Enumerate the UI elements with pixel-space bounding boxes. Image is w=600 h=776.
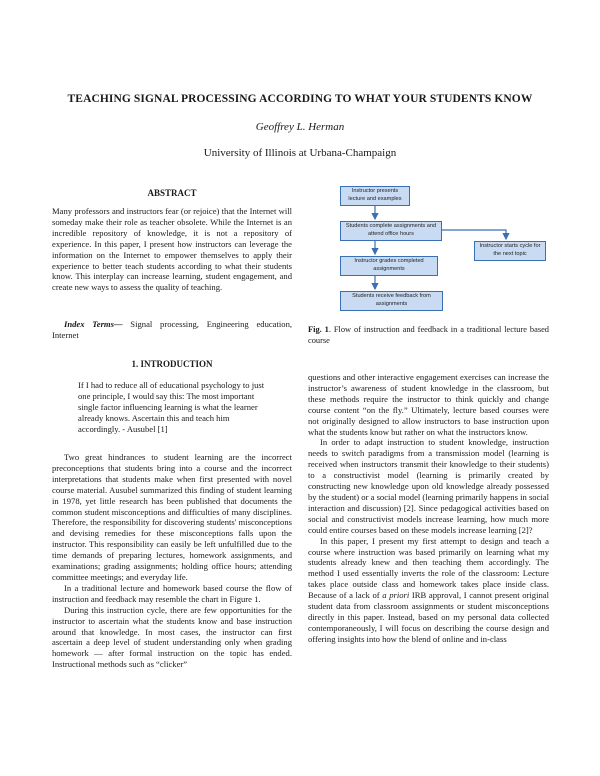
figure-1-flowchart <box>308 184 549 319</box>
caption-label: Fig. 1 <box>308 325 329 334</box>
abstract-text: Many professors and instructors fear (or rejoice) that the Internet will someday make their role as teacher obsolete. While the Internet is an incredible repository of knowledge, it is not a repository of experience. In this paper, I present how instructors can leverage the information on the Internet to empower themselves to apply their experience to better teach students according to what their students know. This interplay can increase learning, student engagement, and create new ways to assess the quality of teaching. <box>52 206 292 293</box>
arrow-4 <box>441 230 506 239</box>
intro-paragraph-1: Two great hindrances to student learning are the incorrect preconceptions that students bring into a course and the incorrect interpretations that students make when first presented with novel course material. Ausubel summarized this finding of student learning in 1978, yet little research has been published that documents the common student misconceptions and difficulties of many disciplines. Therefore, the responsibility for discovering students' misconceptions and devising remedies for these misconceptions falls upon the instructor. This responsibility can easily be left unfulfilled due to the time demands of preparing lectures, homework assignments, and examinations; grading assignments; holding office hours; attending committee meetings; and everyday life. <box>52 452 292 582</box>
intro-paragraph-3: During this instruction cycle, there are few opportunities for the instructor to ascertain what the students know and base instruction around that knowledge. In most cases, the instructor can first ascertain a deep level of student understanding only when grading homework — after formal instruction on the topic has ended. Instructional methods such as “clicker” <box>52 604 292 670</box>
index-terms-label: Index Terms— <box>64 319 123 329</box>
a-priori-italic: a priori <box>382 590 410 601</box>
intro-right-paragraph-1: questions and other interactive engagement exercises can increase the instructor’s awareness of student knowledge in the classroom, but these methods require the instructor to think quickly and change course content “on the fly.” Ultimately, lecture based courses were not originally designed to allow instructors to base instruction upon what the students know but rather on what the instructors know. <box>308 372 549 437</box>
intro-left-column <box>52 452 292 670</box>
affiliation: University of Illinois at Urbana-Champaign <box>203 147 397 159</box>
intro-paragraph-2: In a traditional lecture and homework based course the flow of instruction and feedback may resemble the chart in Figure 1. <box>52 582 292 604</box>
flow-box-2: Students complete assignments and attend office hours <box>340 221 442 241</box>
index-terms-text: Signal processing, Engineering education, Internet <box>52 319 293 340</box>
caption-text: . Flow of instruction and feedback in a traditional lecture based course <box>308 325 549 345</box>
intro-heading: 1. INTRODUCTION <box>131 359 213 369</box>
intro-right-column <box>308 372 549 645</box>
paper-title: TEACHING SIGNAL PROCESSING ACCORDING TO WHAT YOUR STUDENTS KNOW <box>67 93 533 105</box>
intro-right-paragraph-2: In order to adapt instruction to student knowledge, instruction needs to switch paradigms from a transmission model (learning is received when instructors transmit their knowledge to their students) to a constructivist model (learning is primarily created by constructing new knowledge upon old knowledge already possessed by the student) or a social model (learning primarily happens in social interaction and discussion) [2]. Since pedagogical activities based on social and constructivist models increase learning, how much more could entire courses based on these models increase learning [2]? <box>308 437 549 535</box>
flow-box-3: Instructor grades completed assignments <box>340 256 438 276</box>
abstract-heading: ABSTRACT <box>147 188 197 198</box>
figure-1-caption <box>308 325 549 347</box>
epigraph-quote: If I had to reduce all of educational psychology to just one principle, I would say this: The most important single factor influencing learning is what the learner already knows. Ascertain this and teach him accordingly. - Ausubel [1] <box>78 380 265 434</box>
index-terms <box>52 319 292 341</box>
flow-box-1: Instructor presents lecture and examples <box>340 186 410 206</box>
intro-right-paragraph-3: In this paper, I present my first attempt to design and teach a course where instruction was based primarily on learning what my students already knew and then teaching them accordingly. The method I used essentially inverts the role of the classroom: Lecture takes place outside class and homework takes place inside class. Because of a lack of a priori IRB approval, I cannot present original student data from classroom assignments or student misconceptions directly in this paper. Instead, based on my personal data collected contemporaneously, I will focus on describing the course design and offering insights into how the blend of online and in-class <box>308 535 549 644</box>
flow-box-4: Students receive feedback from assignments <box>340 291 443 311</box>
flow-box-5: Instructor starts cycle for the next topic <box>474 241 546 261</box>
author-name: Geoffrey L. Herman <box>255 121 345 133</box>
abstract-body <box>52 206 292 293</box>
